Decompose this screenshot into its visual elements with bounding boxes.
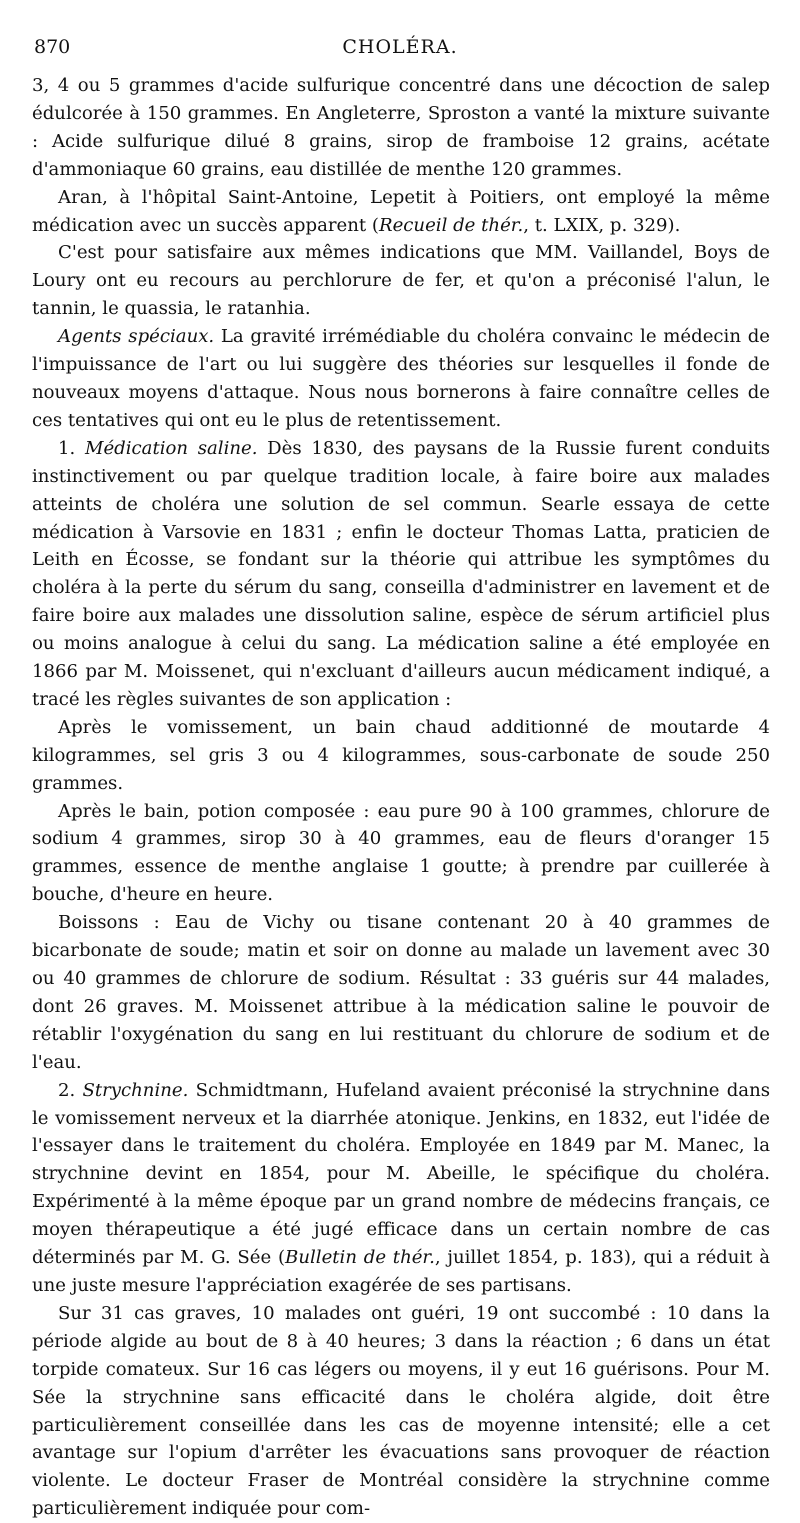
- italic-run: Médication saline.: [84, 437, 258, 459]
- paragraph: [32, 435, 770, 714]
- paragraph: [32, 714, 770, 798]
- text-run: 2.: [58, 1079, 83, 1101]
- paragraph: [32, 72, 770, 184]
- text-run: Schmidtmann, Hufeland avaient préconisé la strychnine dans le vomissement nerveux et la diarrhée atonique. Jenkins, en 1832, eut l'idée de l'essayer dans le traitement du choléra. Employée en 1849 par M. Manec, la strychnine devint en 1854, pour M. Abeille, le spécifique du choléra. Expérimenté à la même époque par un grand nombre de médecins français, ce moyen thérapeutique a été jugé efficace dans un certain nombre de cas déterminés par M. G. Sée (: [32, 1079, 771, 1269]
- italic-run: Strychnine.: [82, 1079, 189, 1101]
- italic-run: Recueil de thér.: [378, 214, 524, 236]
- page-number: 870: [34, 36, 71, 58]
- text-run: , juillet 1854, p. 183), qui a réduit à une juste mesure l'appréciation exagérée de ses partisans.: [32, 1247, 771, 1296]
- paragraph: [32, 184, 770, 240]
- text-run: Aran, à l'hôpital Saint-Antoine, Lepetit à Poitiers, ont employé la même médication avec un succès apparent (: [32, 186, 770, 236]
- paragraph: [32, 239, 770, 323]
- text-run: 3, 4 ou 5 grammes d'acide sulfurique concentré dans une décoction de salep édulcorée à 150 grammes. En Angleterre, Sproston a vanté la mixture suivante : Acide sulfurique dilué 8 grains, sirop de framboise 12 grains, acétate d'ammoniaque 60 grains, eau distillée de menthe 120 grammes.: [32, 75, 770, 180]
- paragraph: [32, 1300, 770, 1523]
- text-run: , t. LXIX, p. 329).: [523, 214, 681, 236]
- text-run: 1.: [58, 437, 85, 459]
- page-header: [30, 36, 770, 66]
- text-run: Boissons : Eau de Vichy ou tisane contenant 20 à 40 grammes de bicarbonate de soude; matin et soir on donne au malade un lavement avec 30 ou 40 grammes de chlorure de sodium. Résultat : 33 guéris sur 44 malades, dont 26 graves. M. Moissenet attribue à la médication saline le pouvoir de rétablir l'oxygénation du sang en lui restituant du chlorure de sodium et de l'eau.: [32, 912, 770, 1073]
- text-run: Après le bain, potion composée : eau pure 90 à 100 grammes, chlorure de sodium 4 grammes, sirop 30 à 40 grammes, eau de fleurs d'oranger 15 grammes, essence de menthe anglaise 1 goutte; à prendre par cuillerée à bouche, d'heure en heure.: [32, 800, 770, 906]
- text-run: C'est pour satisfaire aux mêmes indications que MM. Vaillandel, Boys de Loury ont eu recours au perchlorure de fer, et qu'on a préconisé l'alun, le tannin, le quassia, le ratanhia.: [32, 242, 770, 320]
- paragraph: [32, 798, 770, 910]
- paragraph: [32, 1077, 770, 1300]
- text-run: Sur 31 cas graves, 10 malades ont guéri, 19 ont succombé : 10 dans la période algide au bout de 8 à 40 heures; 3 dans la réaction ; 6 dans un état torpide comateux. Sur 16 cas légers ou moyens, il y eut 16 guérisons. Pour M. Sée la strychnine sans efficacité dans le choléra algide, doit être particulièrement conseillée dans les cas de moyenne intensité; elle a cet avantage sur l'opium d'arrêter les évacuations sans provoquer de réaction violente. Le docteur Fraser de Montréal considère la strychnine comme particulièrement indiquée pour com-: [32, 1302, 770, 1520]
- body-text: [32, 72, 770, 1523]
- paragraph: [32, 323, 770, 435]
- italic-run: Agents spéciaux.: [58, 326, 215, 348]
- text-run: Dès 1830, des paysans de la Russie furent conduits instinctivement ou par quelque tradition locale, à faire boire aux malades atteints de choléra une solution de sel commun. Searle essaya de cette médication à Varsovie en 1831 ; enfin le docteur Thomas Latta, praticien de Leith en Écosse, se fondant sur la théorie qui attribue les symptômes du choléra à la perte du sérum du sang, conseilla d'administrer en lavement et de faire boire aux malades une dissolution saline, espèce de sérum artificiel plus ou moins analogue à celui du sang. La médication saline a été employée en 1866 par M. Moissenet, qui n'excluant d'ailleurs aucun médicament indiqué, a tracé les règles suivantes de son application :: [32, 437, 771, 710]
- italic-run: Bulletin de thér.: [285, 1247, 435, 1269]
- paragraph: [32, 909, 770, 1076]
- text-run: Après le vomissement, un bain chaud additionné de moutarde 4 kilogrammes, sel gris 3 ou 4 kilogrammes, sous-carbonate de soude 250 grammes.: [32, 716, 770, 794]
- text-run: La gravité irrémédiable du choléra convainc le médecin de l'impuissance de l'art ou lui suggère des théories sur lesquelles il fonde de nouveaux moyens d'attaque. Nous nous bornerons à faire connaître celles de ces tentatives qui ont eu le plus de retentissement.: [32, 326, 770, 431]
- running-title: CHOLÉRA.: [342, 36, 458, 58]
